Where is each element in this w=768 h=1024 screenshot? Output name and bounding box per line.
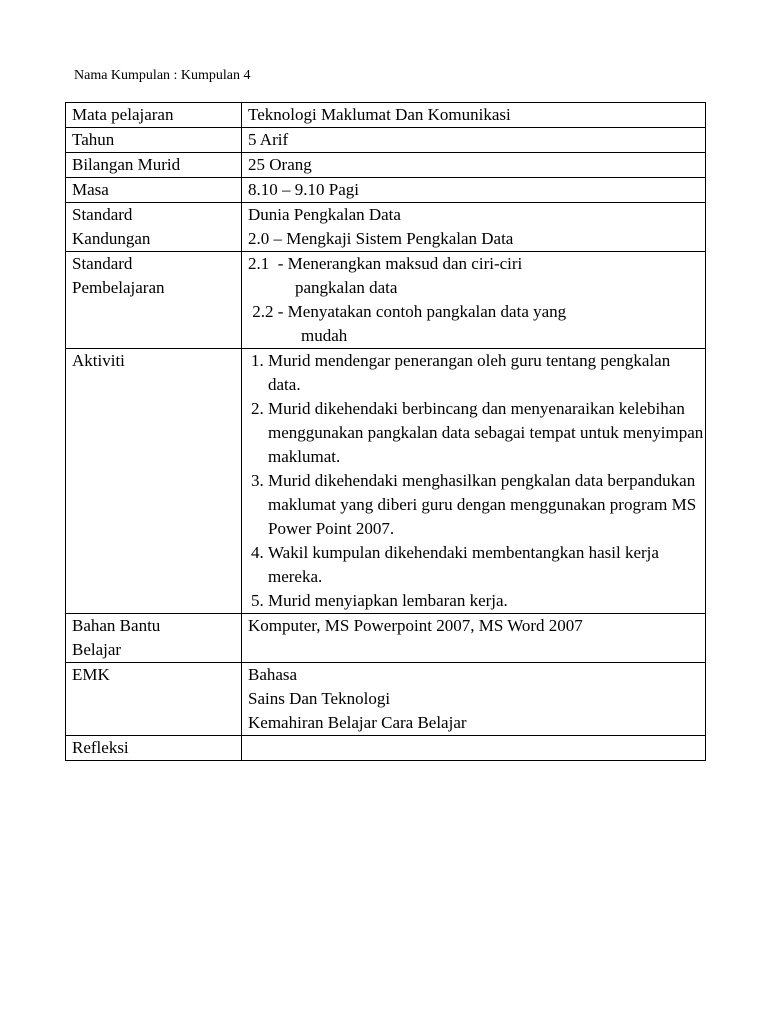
lesson-plan-table (65, 102, 706, 761)
row-value (242, 252, 706, 349)
row-label: Tahun (66, 128, 242, 153)
row-label: Refleksi (66, 736, 242, 761)
row-value: 25 Orang (242, 153, 706, 178)
row-label (66, 203, 242, 252)
row-value (242, 203, 706, 252)
value-line: mudah (301, 326, 348, 345)
list-item: 4. Wakil kumpulan dikehendaki membentangkan hasil kerja mereka. (268, 541, 705, 589)
table-row (66, 178, 706, 203)
table-row (66, 103, 706, 128)
table-row (66, 663, 706, 736)
row-value: 5 Arif (242, 128, 706, 153)
table-row (66, 203, 706, 252)
row-label-line: Bahan Bantu (72, 616, 161, 635)
row-label-line: Belajar (72, 640, 122, 659)
row-label-line: Pembelajaran (72, 278, 165, 297)
value-line: Bahasa (248, 665, 298, 684)
row-label: Bilangan Murid (66, 153, 242, 178)
row-label: EMK (66, 663, 242, 736)
row-value: Teknologi Maklumat Dan Komunikasi (242, 103, 706, 128)
table-row (66, 252, 706, 349)
value-line: Dunia Pengkalan Data (248, 205, 401, 224)
value-line: Sains Dan Teknologi (248, 689, 391, 708)
value-line: 2.2 - Menyatakan contoh pangkalan data yang (248, 302, 567, 321)
list-item: 1. Murid mendengar penerangan oleh guru tentang pengkalan data. (268, 349, 705, 397)
row-label (66, 252, 242, 349)
row-value (242, 663, 706, 736)
table-row (66, 128, 706, 153)
row-label-line: Standard (72, 205, 133, 224)
value-line: Kemahiran Belajar Cara Belajar (248, 713, 467, 732)
value-line: 2.0 – Mengkaji Sistem Pengkalan Data (248, 229, 514, 248)
list-item: 2. Murid dikehendaki berbincang dan menyenaraikan kelebihan menggunakan pangkalan data sebagai tempat untuk menyimpan maklumat. (268, 397, 705, 469)
group-name: Nama Kumpulan : Kumpulan 4 (74, 68, 251, 83)
table-row (66, 349, 706, 614)
table-row (66, 614, 706, 663)
table-row (66, 736, 706, 761)
table-row (66, 153, 706, 178)
row-label: Masa (66, 178, 242, 203)
list-item: 5. Murid menyiapkan lembaran kerja. (268, 589, 705, 613)
value-line: pangkalan data (295, 278, 398, 297)
value-line: 2.1 - Menerangkan maksud dan ciri-ciri (248, 254, 523, 273)
row-value (242, 736, 706, 761)
row-value (242, 349, 706, 614)
list-item: 3. Murid dikehendaki menghasilkan pengkalan data berpandukan maklumat yang diberi guru dengan menggunakan program MS Power Point 2007. (268, 469, 705, 541)
row-label-line: Kandungan (72, 229, 151, 248)
row-label-line: Standard (72, 254, 133, 273)
row-value: Komputer, MS Powerpoint 2007, MS Word 2007 (242, 614, 706, 663)
row-label: Mata pelajaran (66, 103, 242, 128)
row-label: Aktiviti (66, 349, 242, 614)
row-label (66, 614, 242, 663)
row-value: 8.10 – 9.10 Pagi (242, 178, 706, 203)
activity-list (248, 349, 705, 613)
